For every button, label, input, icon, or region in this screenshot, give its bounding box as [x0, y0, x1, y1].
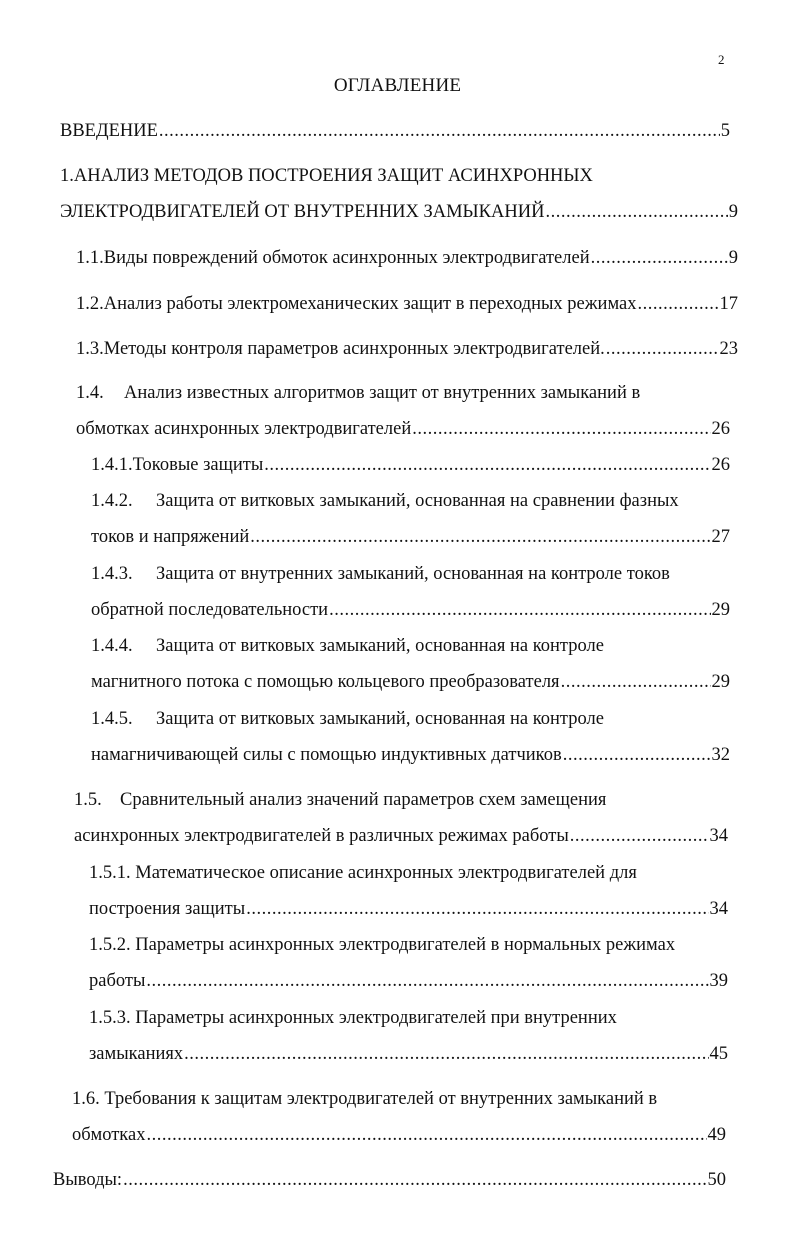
toc-entry-text: Выводы:	[53, 1170, 123, 1190]
toc-entry-text-line2: токов и напряжений	[91, 527, 250, 547]
toc-entry-1-4-2[interactable]	[91, 483, 730, 555]
toc-entry-text-line1: Сравнительный анализ значений параметров схем замещения	[120, 790, 607, 810]
dot-leader	[184, 1036, 708, 1072]
toc-entry-1-4-3[interactable]	[91, 556, 730, 628]
dot-leader	[123, 1162, 706, 1198]
dot-leader	[570, 818, 709, 854]
dot-leader	[146, 963, 708, 999]
toc-entry-1-3[interactable]	[76, 331, 738, 367]
dot-leader	[412, 411, 710, 447]
toc-entry-text-line1: 1.5.2. Параметры асинхронных электродвигателей в нормальных режимах	[89, 935, 676, 955]
dot-leader	[591, 240, 728, 276]
toc-entry-text: Виды повреждений обмоток асинхронных электродвигателей	[103, 248, 590, 268]
toc-entry-text-line1: 1.5.3. Параметры асинхронных электродвигателей при внутренних	[89, 1008, 617, 1028]
dot-leader	[246, 891, 708, 927]
toc-entry-text-line1: Защита от внутренних замыканий, основанная на контроле токов	[156, 564, 670, 584]
toc-entry-1-4-4[interactable]	[91, 628, 730, 700]
toc-page-number: 34	[709, 899, 728, 919]
dot-leader	[638, 286, 719, 322]
toc-page-number: 45	[709, 1044, 728, 1064]
toc-entry-1-2[interactable]	[76, 286, 738, 322]
toc-entry-intro[interactable]	[60, 113, 730, 149]
dot-leader	[159, 113, 720, 149]
dot-leader	[563, 737, 711, 773]
toc-entry-text: ВВЕДЕНИЕ	[60, 121, 158, 141]
toc-page-number: 50	[707, 1170, 726, 1190]
toc-page-number: 26	[711, 455, 730, 475]
section-number: 1.4.3.	[91, 564, 133, 584]
toc-entry-chapter-1[interactable]	[60, 158, 738, 230]
section-number: 1.1.	[76, 248, 104, 268]
toc-entry-text-line1: Анализ известных алгоритмов защит от внутренних замыканий в	[124, 383, 641, 403]
toc-page-number: 32	[711, 745, 730, 765]
toc-entry-text-line2: намагничивающей силы с помощью индуктивных датчиков	[91, 745, 562, 765]
toc-page-number: 29	[711, 672, 730, 692]
toc-entry-1-5-3[interactable]	[89, 1000, 728, 1072]
toc-page-number: 17	[719, 294, 738, 314]
toc-entry-text: Токовые защиты	[132, 455, 264, 475]
toc-entry-1-4-5[interactable]	[91, 701, 730, 773]
toc-page-number: 26	[711, 419, 730, 439]
page-number: 2	[718, 52, 725, 67]
toc-entry-text-line2: построения защиты	[89, 899, 246, 919]
toc-page-number: 39	[709, 971, 728, 991]
toc-entry-1-5-1[interactable]	[89, 855, 728, 927]
toc-entry-1-4-1[interactable]	[91, 447, 730, 483]
toc-entry-text-line2: замыканиях	[89, 1044, 184, 1064]
toc-entry-text-line1: Защита от витковых замыканий, основанная на контроле	[156, 709, 604, 729]
toc-entry-1-5[interactable]	[74, 782, 728, 854]
toc-entry-text-line1: Защита от витковых замыканий, основанная на контроле	[156, 636, 604, 656]
toc-entry-text-line1: Защита от витковых замыканий, основанная на сравнении фазных	[156, 491, 679, 511]
section-number: 1.4.1.	[91, 455, 133, 475]
toc-entry-text-line2: обратной последовательности	[91, 600, 329, 620]
toc-entry-1-5-2[interactable]	[89, 927, 728, 999]
dot-leader	[606, 331, 719, 367]
section-number: 1.4.2.	[91, 491, 133, 511]
toc-entry-text: Анализ работы электромеханических защит в переходных режимах	[103, 294, 637, 314]
section-number: 1.4.5.	[91, 709, 133, 729]
toc-entry-1-4[interactable]	[76, 375, 730, 447]
dot-leader	[250, 519, 710, 555]
toc-entry-text: Методы контроля параметров асинхронных электродвигателей.	[103, 339, 605, 359]
dot-leader	[561, 664, 711, 700]
dot-leader	[264, 447, 710, 483]
toc-page-number: 34	[709, 826, 728, 846]
toc-entry-1-6[interactable]	[72, 1081, 726, 1153]
toc-entry-text-line2: магнитного потока с помощью кольцевого преобразователя	[91, 672, 560, 692]
section-number: 1.4.	[76, 383, 104, 403]
toc-title: ОГЛАВЛЕНИЕ	[333, 75, 462, 96]
toc-entry-1-1[interactable]	[76, 240, 738, 276]
toc-page-number: 9	[728, 202, 738, 222]
toc-page-number: 23	[719, 339, 738, 359]
toc-entry-text-line2: обмотках	[72, 1125, 146, 1145]
dot-leader	[329, 592, 710, 628]
section-number: 1.3.	[76, 339, 104, 359]
toc-page-number: 29	[711, 600, 730, 620]
toc-entry-text-line1: 1.АНАЛИЗ МЕТОДОВ ПОСТРОЕНИЯ ЗАЩИТ АСИНХРОННЫХ	[60, 166, 593, 186]
toc-page-number: 9	[728, 248, 738, 268]
section-number: 1.4.4.	[91, 636, 133, 656]
section-number: 1.5.	[74, 790, 102, 810]
dot-leader	[545, 194, 727, 230]
toc-page-number: 27	[711, 527, 730, 547]
toc-entry-text-line1: 1.6. Требования к защитам электродвигателей от внутренних замыканий в	[72, 1089, 658, 1109]
dot-leader	[146, 1117, 706, 1153]
toc-entry-text-line2: асинхронных электродвигателей в различных режимах работы	[74, 826, 569, 846]
toc-entry-text-line2: работы	[89, 971, 146, 991]
section-number: 1.2.	[76, 294, 104, 314]
toc-entry-text-line2: обмотках асинхронных электродвигателей	[76, 419, 412, 439]
toc-entry-conclusions[interactable]	[53, 1162, 726, 1198]
toc-page-number: 5	[720, 121, 730, 141]
toc-entry-text-line1: 1.5.1. Математическое описание асинхронных электродвигателей для	[89, 863, 637, 883]
toc-entry-text-line2: ЭЛЕКТРОДВИГАТЕЛЕЙ ОТ ВНУТРЕННИХ ЗАМЫКАНИЙ	[60, 202, 545, 222]
toc-page-number: 49	[707, 1125, 726, 1145]
